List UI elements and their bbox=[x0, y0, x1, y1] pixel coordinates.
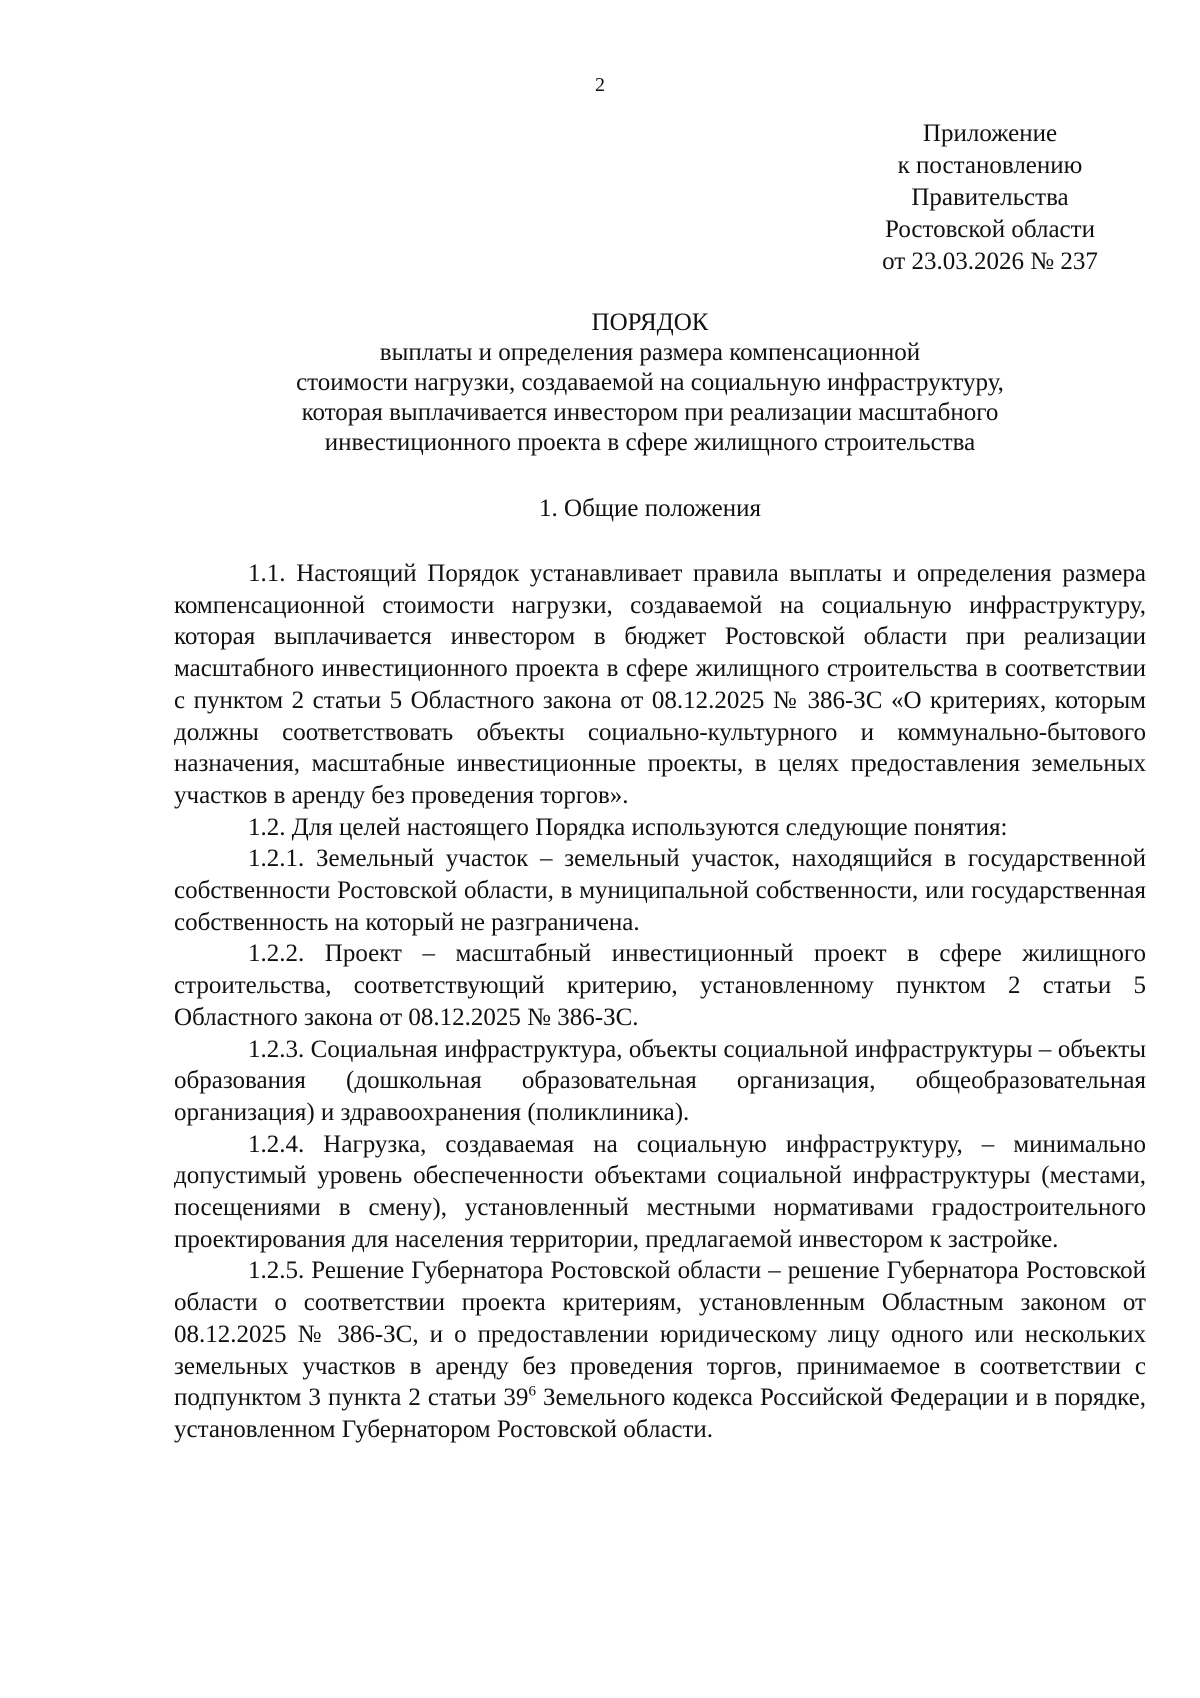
paragraph-1-2-1: 1.2.1. Земельный участок – земельный участок, находящийся в государственной собственности Ростовской области, в муниципальной собственности, или государственная собственность на который не разграничена. bbox=[174, 845, 1146, 936]
paragraph-1-2: 1.2. Для целей настоящего Порядка используются следующие понятия: bbox=[248, 813, 1008, 841]
paragraph-text: Земельного кодекса Российской Федерации и в порядке, установленном Губернатором Ростовской области. bbox=[174, 1384, 1146, 1443]
paragraph-1-2-4: 1.2.4. Нагрузка, создаваемая на социальную инфраструктуру, – минимально допустимый уровень обеспеченности объектами социальной инфраструктуры (местами, посещениями в смену), установленный местными нормативами градостроительного проектирования для населения территории, предлагаемой инвестором к застройке. bbox=[174, 1130, 1146, 1253]
appendix-line: от 23.03.2026 № 237 bbox=[882, 248, 1098, 275]
paragraph-1-1: 1.1. Настоящий Порядок устанавливает правила выплаты и определения размера компенсационной стоимости нагрузки, создаваемой на социальную инфраструктуру, которая выплачивается инвестором в бюджет Ростовской области при реализации масштабного инвестиционного проекта в сфере жилищного строительства в соответствии с пунктом 2 статьи 5 Областного закона от 08.12.2025 № 386-ЗС «О критериях, которым должны соответствовать объекты социально-культурного и коммунально-бытового назначения, масштабные инвестиционные проекты, в целях предоставления земельных участков в аренду без проведения торгов». bbox=[174, 560, 1146, 809]
title-heading: ПОРЯДОК bbox=[591, 309, 709, 336]
document-body bbox=[174, 558, 1146, 1446]
appendix-line: Правительства bbox=[911, 184, 1069, 211]
article-superscript: 6 bbox=[528, 1383, 536, 1400]
title-line: выплаты и определения размера компенсационной bbox=[379, 339, 921, 366]
paragraph-1-2-5 bbox=[174, 1255, 1146, 1445]
paragraph-1-2-3: 1.2.3. Социальная инфраструктура, объекты социальной инфраструктуры – объекты образования (дошкольная образовательная организация, общеобразовательная организация) и здравоохранения (поликлиника). bbox=[174, 1035, 1146, 1126]
appendix-line: к постановлению bbox=[897, 152, 1083, 179]
document-title bbox=[170, 308, 1130, 458]
appendix-line: Приложение bbox=[922, 120, 1058, 147]
title-line: стоимости нагрузки, создаваемой на социальную инфраструктуру, bbox=[296, 369, 1004, 396]
paragraph-text: 1.2.5. Решение Губернатора Ростовской области – решение Губернатора Ростовской области о соответствии проекта критериям, установленным Областным законом от 08.12.2025 № 386-ЗС, и о предоставлении юридическому лицу одного или нескольких земельных участков в аренду без проведения торгов, принимаемое в соответствии с подпунктом 3 пункта 2 статьи 39 bbox=[174, 1257, 1146, 1412]
page-number: 2 bbox=[595, 74, 605, 96]
title-line: инвестиционного проекта в сфере жилищного строительства bbox=[324, 429, 976, 456]
section-heading: 1. Общие положения bbox=[539, 495, 761, 522]
appendix-block bbox=[840, 118, 1140, 278]
paragraph-1-2-2: 1.2.2. Проект – масштабный инвестиционный проект в сфере жилищного строительства, соответствующий критерию, установленному пунктом 2 статьи 5 Областного закона от 08.12.2025 № 386-ЗС. bbox=[174, 940, 1146, 1031]
title-line: которая выплачивается инвестором при реализации масштабного bbox=[301, 399, 999, 426]
appendix-line: Ростовской области bbox=[885, 216, 1095, 243]
